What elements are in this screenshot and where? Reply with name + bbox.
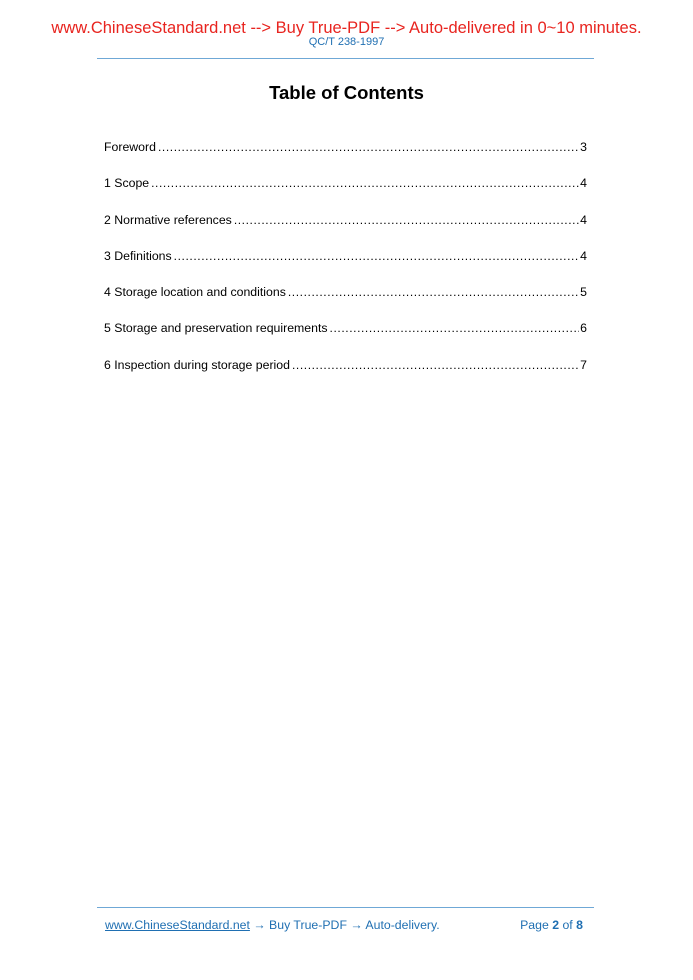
toc-entry-label: 4 Storage location and conditions (104, 285, 286, 300)
toc-entry-page: 6 (580, 321, 587, 336)
toc-entry-foreword[interactable] (104, 139, 587, 175)
toc-entry-page: 5 (580, 285, 587, 300)
toc-dot-leader (234, 212, 579, 228)
toc-dot-leader (292, 357, 579, 373)
page-title: Table of Contents (269, 82, 424, 103)
header-divider (97, 58, 594, 59)
toc-entry-inspection[interactable] (104, 357, 587, 393)
toc-dot-leader (330, 320, 580, 336)
toc-dot-leader (151, 175, 579, 191)
footer-divider (97, 907, 594, 908)
toc-entry-definitions[interactable] (104, 248, 587, 284)
toc-dot-leader (174, 248, 579, 264)
toc-entry-label: 1 Scope (104, 176, 150, 191)
toc-entry-page: 7 (580, 357, 587, 372)
toc-entry-page: 3 (580, 140, 587, 154)
toc-entry-label: 5 Storage and preservation requirements (104, 321, 328, 336)
toc-entry-label: 2 Normative references (104, 212, 232, 227)
toc-dot-leader (288, 284, 579, 300)
toc-entry-storage-preservation[interactable] (104, 320, 587, 356)
footer-site-link[interactable]: www.ChineseStandard.net (105, 918, 250, 932)
toc-entry-label: Foreword (104, 140, 156, 154)
standard-code: QC/T 238-1997 (308, 36, 385, 48)
page-total: 8 (576, 918, 583, 932)
page-word: Page (520, 918, 549, 932)
toc-dot-leader (158, 139, 579, 155)
toc-entry-page: 4 (580, 212, 587, 227)
page-number (520, 917, 583, 933)
footer-tagline: → Buy True-PDF → Auto-delivery. (249, 918, 440, 932)
toc-entry-label: 6 Inspection during storage period (104, 357, 290, 372)
toc-entry-normative-references[interactable] (104, 212, 587, 248)
page-current: 2 (552, 918, 560, 932)
page-footer (105, 917, 585, 933)
toc-list (104, 139, 587, 393)
toc-entry-scope[interactable] (104, 175, 587, 211)
toc-entry-label: 3 Definitions (104, 248, 172, 263)
toc-entry-storage-location[interactable] (104, 284, 587, 320)
toc-entry-page: 4 (580, 176, 587, 191)
toc-entry-page: 4 (580, 248, 587, 263)
footer-promo (105, 917, 440, 933)
page-of: of (562, 918, 573, 932)
promo-banner[interactable]: www.ChineseStandard.net --> Buy True-PDF --> Auto-delivered in 0~10 minutes. (51, 19, 642, 37)
